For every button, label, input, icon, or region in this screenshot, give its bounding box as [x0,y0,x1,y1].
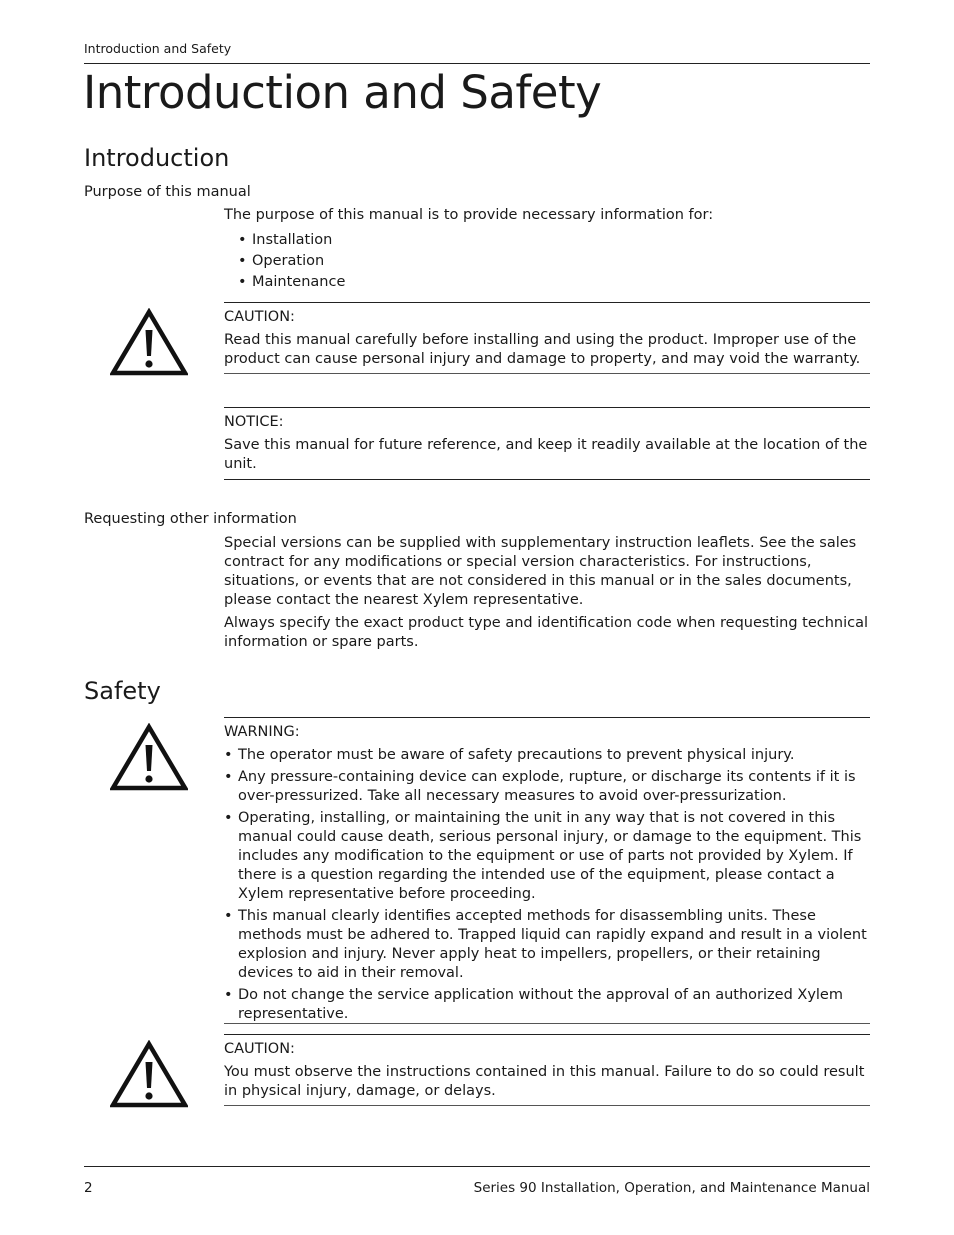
warning-triangle-icon [110,308,188,376]
warning-list [224,746,870,1024]
list-item: • Do not change the service application without the approval of an authorized Xylem representative. [224,986,870,1024]
header-rule [84,63,870,64]
warning-triangle-icon [110,723,188,791]
list-item: • Operating, installing, or maintaining the unit in any way that is not covered in this manual could cause death, serious personal injury, or damage to the equipment. This includes any modification to the equipment or use of parts not provided by Xylem. If there is a question regarding the intended use of the equipment, please contact a Xylem representative before proceeding. [224,809,870,904]
caution-text: Read this manual carefully before installing and using the product. Improper use of the product can cause personal injury and damage to property, and may void the warranty. [224,332,861,367]
list-item: • Installation [238,231,870,250]
warning-box [224,717,870,1024]
list-item: • The operator must be aware of safety precautions to prevent physical injury. [224,746,870,765]
list-item: • Maintenance [238,273,870,292]
notice-text: Save this manual for future reference, and keep it readily available at the location of the unit. [224,437,868,472]
list-item: • This manual clearly identifies accepted methods for disassembling units. These methods must be adhered to. Trapped liquid can rapidly expand and result in a violent explosion and injury. Never apply heat to impellers, propellers, or their retaining devices to aid in their removal. [224,907,870,983]
footer-rule [84,1166,870,1167]
notice-label: NOTICE: [224,414,284,430]
purpose-body [224,206,870,294]
requesting-body [224,534,870,656]
notice-box [224,407,870,480]
warning-triangle-icon [110,1040,188,1108]
subheading-purpose: Purpose of this manual [84,184,251,200]
footer-manual-title: Series 90 Installation, Operation, and Maintenance Manual [473,1180,870,1196]
purpose-list [238,231,870,292]
requesting-paragraph: Always specify the exact product type and identification code when requesting technical information or spare parts. [224,615,869,650]
running-head: Introduction and Safety [84,41,232,56]
warning-label: WARNING: [224,724,300,740]
subheading-requesting: Requesting other information [84,511,297,527]
section-heading-safety: Safety [84,677,161,705]
page-number: 2 [84,1180,93,1196]
purpose-text: The purpose of this manual is to provide necessary information for: [224,207,714,223]
caution-text: You must observe the instructions contained in this manual. Failure to do so could result in physical injury, damage, or delays. [224,1064,865,1099]
caution-label: CAUTION: [224,1041,295,1057]
caution-label: CAUTION: [224,309,295,325]
requesting-paragraph: Special versions can be supplied with supplementary instruction leaflets. See the sales contract for any modifications or special version characteristics. For instructions, situations, or events that are not considered in this manual or in the sales documents, please contact the nearest Xylem representative. [224,535,857,608]
list-item: • Any pressure-containing device can explode, rupture, or discharge its contents if it is over-pressurized. Take all necessary measures to avoid over-pressurization. [224,768,870,806]
caution-box [224,302,870,374]
section-heading-introduction: Introduction [84,144,230,172]
list-item: • Operation [238,252,870,271]
caution-box [224,1034,870,1106]
page-title: Introduction and Safety [83,66,602,119]
